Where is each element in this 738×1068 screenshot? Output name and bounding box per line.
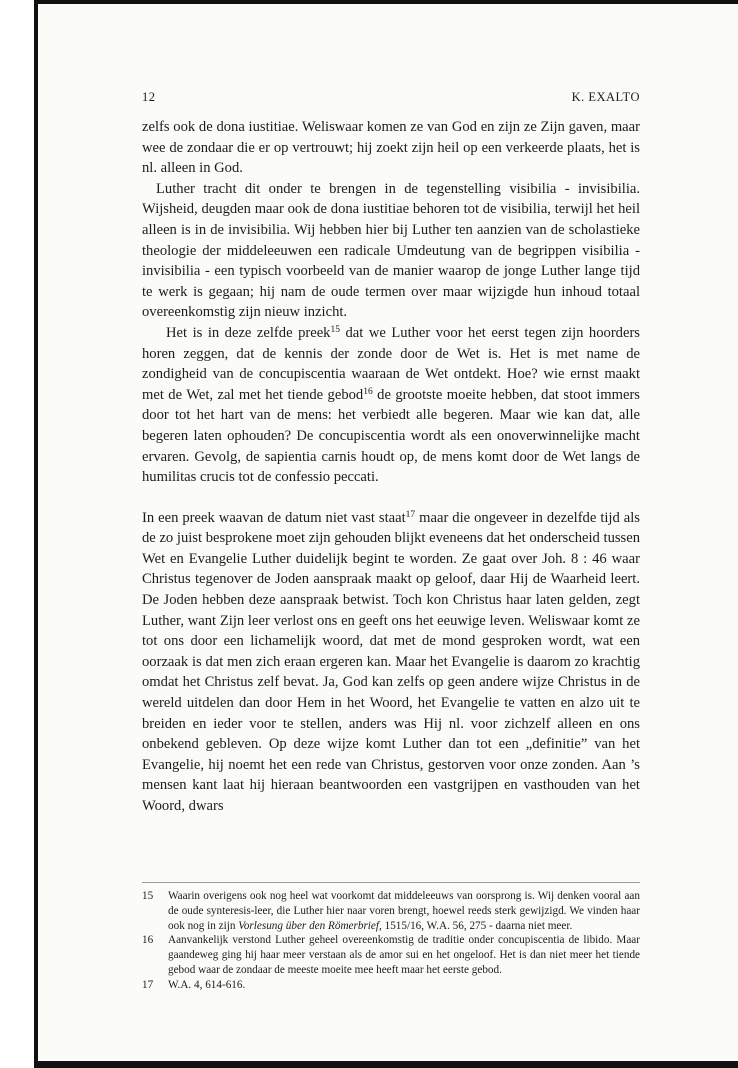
footnote-ref-17[interactable]: 17 <box>405 509 416 520</box>
footnote-italic-title: Vorlesung über den Römerbrief, <box>238 919 382 932</box>
paragraph-2: Luther tracht dit onder te brengen in de tegenstelling visibilia - invisibilia. Wijsheid, deugden maar ook de dona iustitiae behoren tot de visibilia, terwijl het heil alleen is in de invisibilia. Wij hebben hier bij Luther ten aanzien van de scholastieke theologie der middeleeuwen een radicale Umdeutung van de begrippen visibilia - invisibilia - een typisch voorbeeld van de manier waarop de jonge Luther lange tijd te werk is gegaan; hij nam de oude termen over maar wijzigde hun inhoud totaal overeenkomstig zijn nieuw inzicht. <box>142 180 640 321</box>
footnotes <box>142 889 640 993</box>
footnote-text: W.A. 4, 614-616. <box>168 978 246 991</box>
page-number: 12 <box>142 90 156 104</box>
paragraph-4-text-b: maar die ongeveer in dezelfde tijd als de zo juist besprokene moet zijn gehouden blijkt eveneens dat het onderscheid tussen Wet en Evangelie Luther duidelijk begint te worden. Ze gaat over Joh. 8 : 46 waar Christus tegenover de Joden aanspraak maakt op geloof, daar Hij de Waarheid leert. De Joden hebben deze aanspraak betwist. Toch kon Christus haar laten gelden, zegt Luther, want Zijn leer verlost ons en geeft ons het eeuwige leven. Weliswaar komt ze tot ons door een lichamelijk woord, dat met de mond gesproken wordt, wat een oorzaak is dat men zich eraan ergeren kan. Maar het Evangelie is daarom zo krachtig omdat het Christus zelf bevat. Ja, God kan zelfs op geen andere wijze Christus in de wereld uitdelen dan door Hem in het Woord, het Evangelie te vatten en alzo uit te breiden en ieder voor te stellen, anders was Hij nl. voor zichzelf alleen en ons onbekend gebleven. Op deze wijze komt Luther dan tot een „definitie” van het Evangelie, hij noemt het een rede van Christus, gestorven voor onze zonden. Aan ’s mensen kant laat hij hieraan beantwoorden een vastgrijpen en vasthouden van het Woord, dwars <box>142 509 640 814</box>
footnote-number: 17 <box>142 978 154 991</box>
footnote-divider <box>142 882 640 883</box>
running-title: K. EXALTO <box>571 90 640 104</box>
paragraph-4 <box>142 508 640 817</box>
footnote-text: Aanvankelijk verstond Luther geheel overeenkomstig de traditie onder concupiscentia de libido. Maar gaandeweg ging hij haar meer verstaan als de amor sui en het ongeloof. Het is dan niet meer het tiende gebod waar de zondaar de meeste moeite mee heeft maar het eerste gebod. <box>168 934 640 976</box>
footnote-number: 16 <box>142 934 154 947</box>
footnote-ref-15[interactable]: 15 <box>330 324 340 335</box>
paragraph-4-text-a: In een preek waavan de datum niet vast staat <box>142 509 406 526</box>
paragraph-1: zelfs ook de dona iustitiae. Weliswaar komen ze van God en zijn ze Zijn gaven, maar wee de zondaar die er op vertrouwt; hij zoekt zijn heil op een verkeerde plaats, het is nl. alleen in God. <box>142 119 640 177</box>
footnote-16 <box>142 933 640 977</box>
paragraph-3-text-c: de grootste moeite hebben, dat stoot immers door tot het hart van de mens: het verbiedt alle begeren. Maar wie kan dat, alle begeren laten ophouden? De concupiscentia wordt als een onoverwinnelijke macht ervaren. Gevolg, de sapientia carnis houdt op, de mens komt door de Wet langs de humilitas crucis tot de confessio peccati. <box>142 386 640 486</box>
footnote-15 <box>142 889 640 933</box>
paragraph-3-text-a: Het is in deze zelfde preek <box>166 324 331 341</box>
scan-border-bottom <box>34 1061 738 1068</box>
footnote-text-a: Waarin overigens ook nog heel wat voorkomt dat middeleeuws van oorsprong is. Wij denken vooral aan de oude synteresis-leer, die Luther hier naar voren brengt, hoewel reeds sterk gewijzigd. We vinden haar ook nog in zijn <box>168 890 640 932</box>
paragraph-3 <box>142 323 640 488</box>
footnote-text-b: 1515/16, W.A. 56, 275 - daarna niet meer. <box>381 919 573 932</box>
footnote-number: 15 <box>142 890 154 902</box>
body-text <box>142 117 640 817</box>
paragraph-3-text-b: dat we Luther voor het eerst tegen zijn hoorders horen zeggen, dat de kennis der zonde door de Wet is. Het is met name de zondigheid van de concupiscentia waaraan de Wet ontdekt. Hoe? wie ernst maakt met de Wet, zal met het tiende gebod <box>142 324 640 403</box>
footnote-17 <box>142 978 640 993</box>
footnote-ref-16[interactable]: 16 <box>363 386 373 397</box>
